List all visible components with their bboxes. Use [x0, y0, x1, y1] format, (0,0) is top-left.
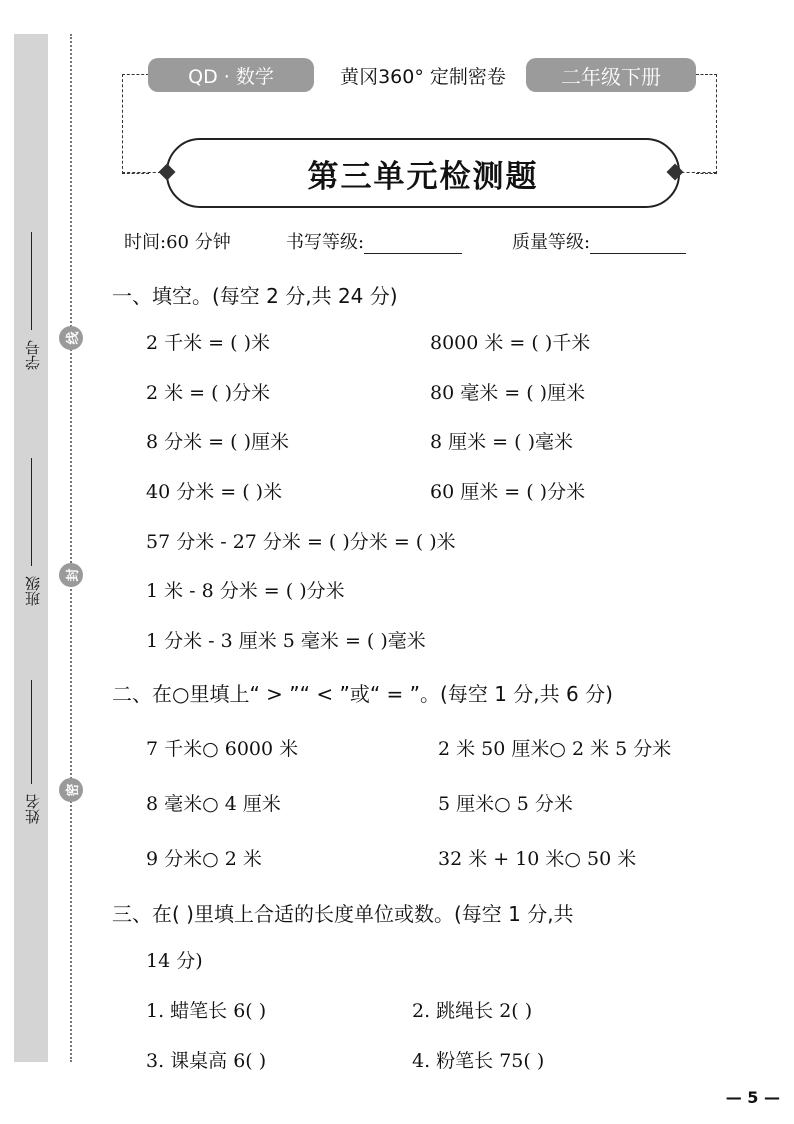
unit-item: 4. 粉笔长 75( ) — [412, 1050, 545, 1072]
unit-item: 3. 课桌高 6( ) — [146, 1050, 267, 1072]
question-item: 60 厘米 = ( )分米 — [430, 481, 586, 503]
unit-item: 2. 跳绳长 2( ) — [412, 1000, 533, 1022]
header-bracket-left — [122, 74, 149, 174]
student-id-label: 学号 — [24, 340, 42, 370]
class-blank — [31, 458, 32, 566]
compare-item: 5 厘米○ 5 分米 — [438, 793, 573, 815]
grade-badge: 二年级下册 — [526, 58, 696, 92]
section-3-heading-cont: 14 分) — [146, 950, 203, 972]
compare-item: 8 毫米○ 4 厘米 — [146, 793, 281, 815]
seal-line-mark: 线 — [59, 326, 83, 350]
question-item: 8000 米 = ( )千米 — [430, 332, 591, 354]
student-id-blank — [31, 232, 32, 330]
section-3-heading: 三、在( )里填上合适的长度单位或数。(每空 1 分,共 — [112, 902, 574, 926]
writing-grade-label: 书写等级: — [286, 232, 365, 253]
question-item: 40 分米 = ( )米 — [146, 481, 283, 503]
question-item: 57 分米 - 27 分米 = ( )分米 = ( )米 — [146, 531, 456, 553]
header-bracket-right — [696, 74, 717, 174]
quality-grade-label: 质量等级: — [512, 232, 591, 253]
question-item: 8 分米 = ( )厘米 — [146, 431, 289, 453]
question-item: 2 千米 = ( )米 — [146, 332, 270, 354]
section-2-heading: 二、在○里填上“ > ”“ < ”或“ = ”。(每空 1 分,共 6 分) — [112, 682, 613, 706]
compare-item: 2 米 50 厘米○ 2 米 5 分米 — [438, 738, 672, 760]
time-limit: 时间:60 分钟 — [124, 232, 231, 253]
writing-grade — [286, 228, 462, 254]
quality-grade — [512, 228, 686, 254]
unit-item: 1. 蜡笔长 6( ) — [146, 1000, 267, 1022]
cut-line — [70, 34, 72, 1062]
seal-close-mark: 密 — [59, 778, 83, 802]
name-blank — [31, 680, 32, 784]
compare-item: 32 米 + 10 米○ 50 米 — [438, 848, 637, 870]
page-title: 第三单元检测题 — [166, 138, 680, 208]
class-label: 班级 — [24, 576, 42, 606]
section-1-heading: 一、填空。(每空 2 分,共 24 分) — [112, 284, 398, 308]
seal-seal-mark: 封 — [59, 563, 83, 587]
question-item: 1 分米 - 3 厘米 5 毫米 = ( )毫米 — [146, 630, 426, 652]
quality-grade-blank[interactable] — [590, 233, 686, 254]
question-item: 8 厘米 = ( )毫米 — [430, 431, 573, 453]
compare-item: 9 分米○ 2 米 — [146, 848, 262, 870]
question-item: 80 毫米 = ( )厘米 — [430, 382, 586, 404]
writing-grade-blank[interactable] — [364, 233, 462, 254]
page-number: — 5 — — [725, 1088, 780, 1107]
question-item: 1 米 - 8 分米 = ( )分米 — [146, 580, 345, 602]
series-name: 黄冈360° 定制密卷 — [340, 65, 506, 88]
compare-item: 7 千米○ 6000 米 — [146, 738, 299, 760]
subject-badge: QD · 数学 — [148, 58, 314, 92]
question-item: 2 米 = ( )分米 — [146, 382, 270, 404]
name-label: 姓名 — [24, 794, 42, 824]
